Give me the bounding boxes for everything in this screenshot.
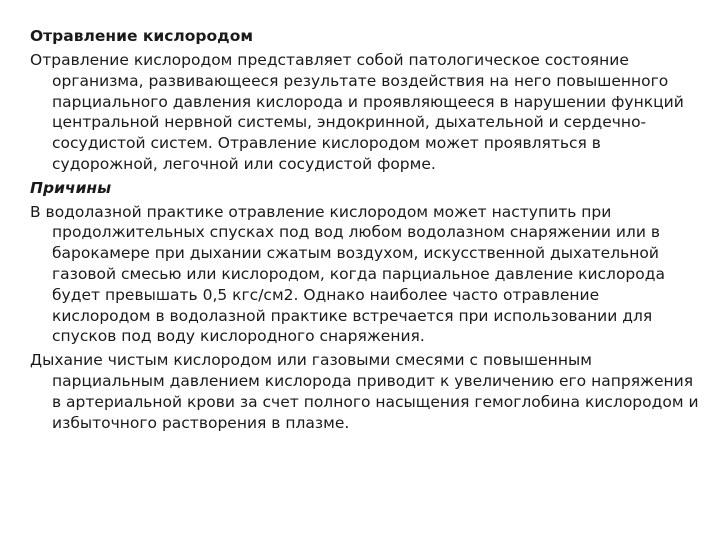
- document-slide: [30, 26, 702, 433]
- document-title: Отравление кислородом: [30, 27, 254, 45]
- intro-paragraph: Отравление кислородом представляет собой патологическое состояние организма, развивающееся результате воздействия на него повышенного парциального давления кислорода и проявляющееся в нарушении функций центральной нервной системы, эндокринной, дыхательной и сердечно-сосудистой систем. Отравление кислородом может проявляться в судорожной, легочной или сосудистой форме.: [30, 51, 684, 173]
- causes-paragraph-2: Дыхание чистым кислородом или газовыми смесями с повышенным парциальным давлением кислорода приводит к увеличению его напряжения в артериальной крови за счет полного насыщения гемоглобина кислородом и избыточного растворения в плазме.: [30, 351, 699, 432]
- causes-heading: Причины: [30, 178, 112, 197]
- causes-paragraph-1: В водолазной практике отравление кислородом может наступить при продолжительных спусках под вод любом водолазном снаряжении или в барокамере при дыхании сжатым воздухом, искусственной дыхательной газовой смесью или кислородом, когда парциальное давление кислорода будет превышать 0,5 кгс/см2. Однако наиболее часто отравление кислородом в водолазной практике встречается при использовании для спусков под воду кислородного снаряжения.: [30, 202, 665, 346]
